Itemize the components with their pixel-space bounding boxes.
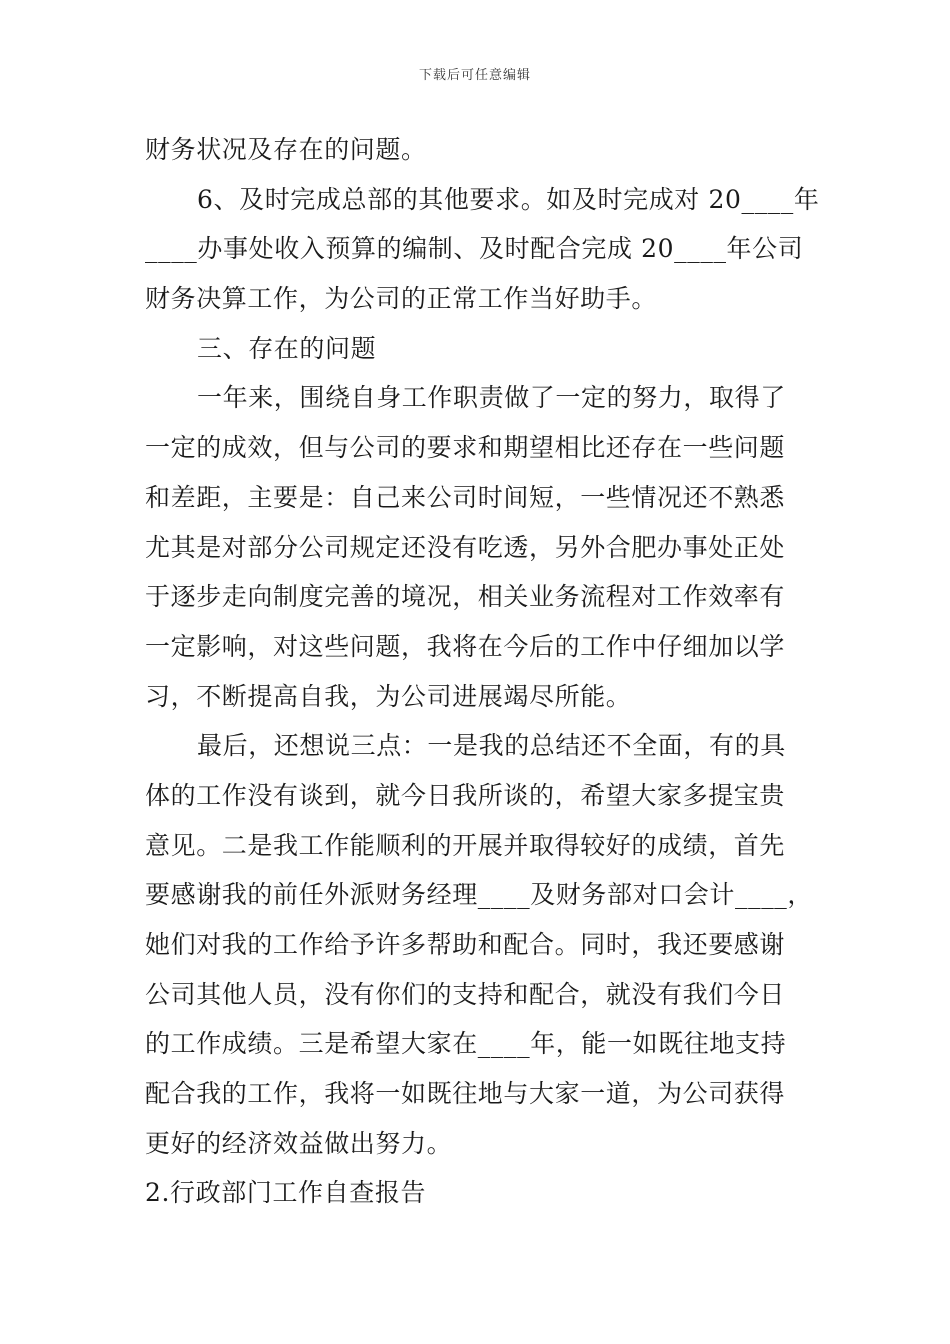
section-heading: 三、存在的问题 [197,333,377,363]
text-line: 意见。二是我工作能顺利的开展并取得较好的成绩，首先 [145,830,786,860]
text-line: 配合我的工作，我将一如既往地与大家一道，为公司获得 [145,1079,786,1109]
text-line: 6、及时完成总部的其他要求。如及时完成对 20____年 [197,184,820,214]
text-line: 一定的成效，但与公司的要求和期望相比还存在一些问题 [145,433,786,463]
text-line: 财务状况及存在的问题。 [145,135,427,164]
text-line: ____办事处收入预算的编制、及时配合完成 20____年公司 [145,234,804,264]
text-line: 尤其是对部分公司规定还没有吃透，另外合肥办事处正处 [145,532,786,562]
text-line: 习，不断提高自我，为公司进展竭尽所能。 [145,681,632,711]
text-line: 要感谢我的前任外派财务经理____及财务部对口会计____， [145,880,814,910]
text-line: 体的工作没有谈到，就今日我所谈的，希望大家多提宝贵 [145,780,786,810]
page-header: 下载后可任意编辑 [418,68,531,83]
text-line: 财务决算工作，为公司的正常工作当好助手。 [145,284,658,314]
text-line: 一定影响，对这些问题，我将在今后的工作中仔细加以学 [145,631,786,661]
text-line: 于逐步走向制度完善的境况，相关业务流程对工作效率有 [145,582,786,612]
text-line: 她们对我的工作给予许多帮助和配合。同时，我还要感谢 [145,930,786,959]
text-line: 公司其他人员，没有你们的支持和配合，就没有我们今日 [145,979,786,1009]
document-body [145,125,820,1218]
section-title: 2.行政部门工作自查报告 [145,1178,427,1208]
text-line: 一年来，围绕自身工作职责做了一定的努力，取得了 [197,383,786,413]
text-line: 的工作成绩。三是希望大家在____年，能一如既往地支持 [145,1029,787,1059]
text-line: 更好的经济效益做出努力。 [145,1128,453,1158]
text-line: 最后，还想说三点：一是我的总结还不全面，有的具 [197,731,786,761]
text-line: 和差距，主要是：自己来公司时间短，一些情况还不熟悉 [145,482,786,512]
